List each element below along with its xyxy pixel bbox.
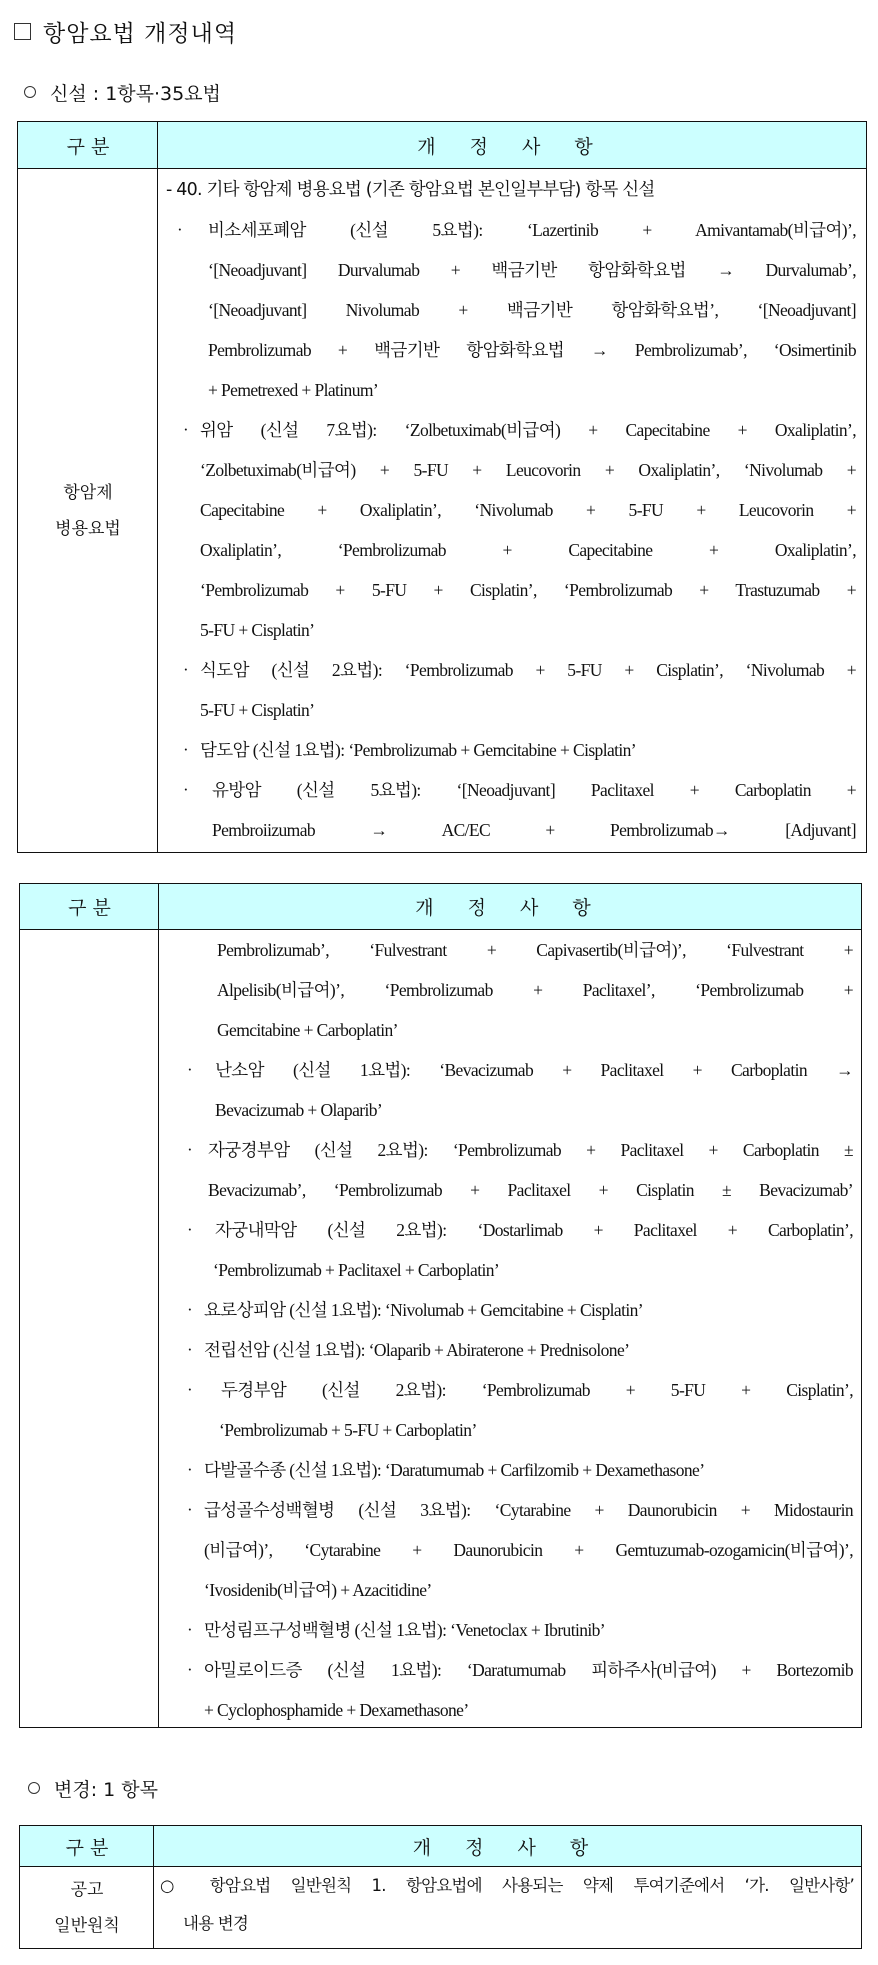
- category-label-line2: 병용요법: [55, 518, 121, 539]
- content-line: Capecitabine + Oxaliplatin’, ‘Nivolumab + 5-FU + Leucovorin +: [200, 500, 856, 520]
- circle-bullet-icon: [28, 1782, 40, 1794]
- bullet-dot-icon: ·: [187, 1300, 193, 1319]
- header-category: 구 분: [65, 1836, 109, 1859]
- content-line: 식도암 (신설 2요법): ‘Pembrolizumab + 5-FU + Cisplatin’, ‘Nivolumab +: [200, 660, 856, 680]
- content-line: 만성림프구성백혈병 (신설 1요법): ‘Venetoclax + Ibrutinib’: [204, 1620, 606, 1640]
- content-line: Pembroiizumab → AC/EC + Pembrolizumab→ [Adjuvant]: [212, 820, 856, 840]
- bullet-dot-icon: ·: [187, 1340, 193, 1359]
- content-line: ‘Pembrolizumab + Paclitaxel + Carboplatin’: [213, 1260, 500, 1280]
- content-line: 내용 변경: [183, 1914, 249, 1933]
- content-line: - 40. 기타 항암제 병용요법 (기존 항암요법 본인일부부담) 항목 신설: [166, 180, 655, 200]
- content-line: 자궁경부암 (신설 2요법): ‘Pembrolizumab + Paclitaxel + Carboplatin ±: [208, 1140, 853, 1160]
- header-category: 구 분: [66, 135, 110, 158]
- bullet-dot-icon: ·: [187, 1060, 193, 1079]
- content-line: Oxaliplatin’, ‘Pembrolizumab + Capecitabine + Oxaliplatin’,: [200, 540, 856, 560]
- section-heading-new: [24, 76, 221, 108]
- bullet-dot-icon: ·: [187, 1140, 193, 1159]
- header-changes: 개 정 사 항: [417, 135, 607, 158]
- table-header-row: [18, 122, 866, 169]
- header-changes: 개 정 사 항: [415, 897, 605, 919]
- content-line: Gemcitabine + Carboplatin’: [217, 1020, 398, 1040]
- content-line: + Pemetrexed + Platinum’: [208, 380, 379, 400]
- category-cell: [18, 169, 158, 852]
- bullet-dot-icon: ·: [183, 740, 189, 759]
- bullet-dot-icon: ·: [183, 420, 189, 439]
- section-new-label: 신설 : 1항목·35요법: [50, 82, 221, 105]
- content-line: ‘Pembrolizumab + 5-FU + Cisplatin’, ‘Pembrolizumab + Trastuzumab +: [200, 580, 856, 600]
- content-line: 다발골수종 (신설 1요법): ‘Daratumumab + Carfilzomib + Dexamethasone’: [204, 1460, 705, 1480]
- section-heading-change: [28, 1772, 158, 1804]
- category-label-line1: 공고: [70, 1879, 104, 1900]
- content-line: Alpelisib(비급여)’, ‘Pembrolizumab + Paclitaxel’, ‘Pembrolizumab +: [217, 980, 853, 1000]
- content-line: 두경부암 (신설 2요법): ‘Pembrolizumab + 5-FU + Cisplatin’,: [221, 1380, 853, 1400]
- header-changes: 개 정 사 항: [412, 1836, 603, 1859]
- bullet-dot-icon: ·: [187, 1620, 193, 1639]
- category-label-line2: 일반원칙: [54, 1915, 120, 1936]
- content-line: 비소세포폐암 (신설 5요법): ‘Lazertinib + Amivantamab(비급여)’,: [208, 220, 856, 240]
- content-line: Pembrolizumab + 백금기반 항암화학요법 → Pembrolizumab’, ‘Osimertinib: [208, 340, 856, 360]
- bullet-dot-icon: ·: [177, 220, 183, 239]
- bullet-dot-icon: ·: [183, 780, 189, 799]
- content-line: 위암 (신설 7요법): ‘Zolbetuximab(비급여) + Capecitabine + Oxaliplatin’,: [200, 420, 856, 440]
- section-change-label: 변경: 1 항목: [54, 1778, 158, 1801]
- content-line: 5-FU + Cisplatin’: [200, 700, 315, 720]
- content-line: 전립선암 (신설 1요법): ‘Olaparib + Abiraterone + Prednisolone’: [204, 1340, 630, 1360]
- content-line: ‘Pembrolizumab + 5-FU + Carboplatin’: [219, 1420, 477, 1440]
- content-line: ‘[Neoadjuvant] Durvalumab + 백금기반 항암화학요법 → Durvalumab’,: [208, 260, 856, 280]
- content-line: 난소암 (신설 1요법): ‘Bevacizumab + Paclitaxel + Carboplatin →: [215, 1060, 853, 1080]
- content-line: ‘[Neoadjuvant] Nivolumab + 백금기반 항암화학요법’, ‘[Neoadjuvant]: [208, 300, 856, 320]
- bullet-dot-icon: ·: [187, 1500, 193, 1519]
- bullet-dot-icon: ·: [187, 1220, 193, 1239]
- checkbox-square-icon: [14, 23, 31, 40]
- category-cell: [20, 1867, 154, 1948]
- bullet-dot-icon: ·: [183, 660, 189, 679]
- table-header-row: [20, 1826, 861, 1867]
- content-line: ‘Ivosidenib(비급여) + Azacitidine’: [204, 1580, 432, 1600]
- content-line: ‘Zolbetuximab(비급여) + 5-FU + Leucovorin + Oxaliplatin’, ‘Nivolumab +: [200, 460, 856, 480]
- content-line: 자궁내막암 (신설 2요법): ‘Dostarlimab + Paclitaxel + Carboplatin’,: [215, 1220, 853, 1240]
- bullet-dot-icon: ·: [187, 1460, 193, 1479]
- content-line: Bevacizumab + Olaparib’: [215, 1100, 383, 1120]
- content-line: 요로상피암 (신설 1요법): ‘Nivolumab + Gemcitabine + Cisplatin’: [204, 1300, 643, 1320]
- category-label-line1: 항암제: [63, 482, 113, 503]
- table-header-row: [20, 884, 861, 930]
- content-line: 유방암 (신설 5요법): ‘[Neoadjuvant] Paclitaxel + Carboplatin +: [212, 780, 856, 800]
- content-line: 아밀로이드증 (신설 1요법): ‘Daratumumab 피하주사(비급여) + Bortezomib: [204, 1660, 853, 1680]
- page-title: [14, 14, 237, 48]
- page-title-text: 항암요법 개정내역: [43, 20, 238, 47]
- bullet-dot-icon: ·: [187, 1660, 193, 1679]
- category-cell-empty: [20, 930, 159, 1727]
- header-category: 구 분: [68, 897, 111, 919]
- content-line: 급성골수성백혈병 (신설 3요법): ‘Cytarabine + Daunorubicin + Midostaurin: [204, 1500, 853, 1520]
- content-line: ○ 항암요법 일반원칙 1. 항암요법에 사용되는 약제 투여기준에서 ‘가. 일반사항’: [160, 1876, 854, 1895]
- bullet-dot-icon: ·: [187, 1380, 193, 1399]
- content-line: Bevacizumab’, ‘Pembrolizumab + Paclitaxel + Cisplatin ± Bevacizumab’: [208, 1180, 853, 1200]
- content-line: 5-FU + Cisplatin’: [200, 620, 315, 640]
- content-line: 담도암 (신설 1요법): ‘Pembrolizumab + Gemcitabine + Cisplatin’: [200, 740, 637, 760]
- content-line: + Cyclophosphamide + Dexamethasone’: [204, 1700, 469, 1720]
- content-line: (비급여)’, ‘Cytarabine + Daunorubicin + Gemtuzumab-ozogamicin(비급여)’,: [204, 1540, 853, 1560]
- circle-bullet-icon: [24, 86, 36, 98]
- content-line: Pembrolizumab’, ‘Fulvestrant + Capivasertib(비급여)’, ‘Fulvestrant +: [217, 940, 853, 960]
